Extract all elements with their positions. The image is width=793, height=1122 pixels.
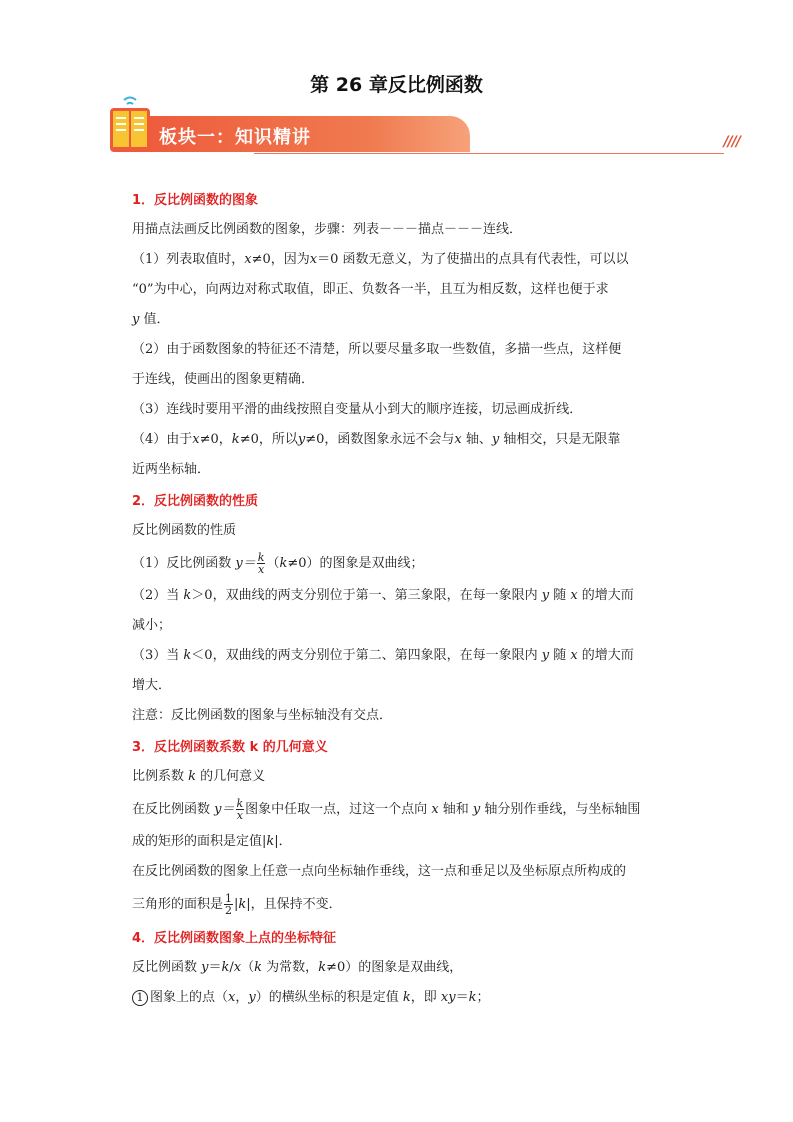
section-heading-1: 1．反比例函数的图象: [132, 193, 259, 208]
fraction-k-over-x: $\frac{k}{x}$: [236, 797, 244, 822]
paragraph: 注意：反比例函数的图象与坐标轴没有交点．: [132, 708, 393, 723]
paragraph: 成的矩形的面积是定值|k|．: [132, 834, 292, 849]
paragraph: 三角形的面积是 $\frac{1}{2}$ |k|，且保持不变．: [132, 892, 342, 917]
paragraph: 反比例函数 y＝k/x（k 为常数，k≠0）的图象是双曲线，: [132, 960, 463, 975]
paragraph: 反比例函数的性质: [132, 523, 237, 538]
fraction-one-half: $\frac{1}{2}$: [225, 892, 233, 917]
paragraph: 1 图象上的点（x，y）的横纵坐标的积是定值 k，即 xy＝k；: [132, 989, 662, 1007]
circled-number: 1: [132, 990, 148, 1006]
paragraph: （1）反比例函数 y＝ $\frac{k}{x}$ （k≠0）的图象是双曲线；: [132, 551, 424, 576]
paragraph: （2）由于函数图象的特征还不清楚，所以要尽量多取一些数值，多描一些点，这样便: [132, 342, 622, 357]
paragraph: 减小；: [132, 618, 172, 633]
page-title: 第 26 章反比例函数: [310, 74, 483, 96]
paragraph: （4）由于x≠0，k≠0，所以y≠0，函数图象永远不会与x 轴、y 轴相交，只是无限靠: [132, 432, 621, 447]
paragraph: 增大．: [132, 678, 172, 693]
paragraph: （3）当 k＜0，双曲线的两支分别位于第二、第四象限，在每一象限内 y 随 x 的增大而: [132, 648, 634, 663]
slash-mark: ////: [723, 134, 740, 150]
book-icon: [108, 96, 152, 154]
paragraph: （1）列表取值时，x≠0，因为x＝0 函数无意义，为了使描出的点具有代表性，可以以: [132, 252, 629, 267]
paragraph: 在反比例函数的图象上任意一点向坐标轴作垂线，这一点和垂足以及坐标原点所构成的: [132, 864, 627, 879]
section-banner: [104, 96, 744, 158]
fraction-k-over-x: $\frac{k}{x}$: [257, 551, 265, 576]
paragraph: （2）当 k＞0，双曲线的两支分别位于第一、第三象限，在每一象限内 y 随 x 的增大而: [132, 588, 634, 603]
paragraph: 在反比例函数 y＝ $\frac{k}{x}$ 图象中任取一点，过这一个点向 x 轴和 y 轴分别作垂线，与坐标轴围: [132, 797, 641, 822]
banner-label: 板块一：知识精讲: [159, 127, 311, 148]
paragraph: “0”为中心，向两边对称式取值，即正、负数各一半，且互为相反数，这样也便于求: [132, 282, 609, 297]
banner-divider: [254, 153, 724, 154]
paragraph: 于连线，使画出的图象更精确．: [132, 372, 315, 387]
paragraph: 用描点法画反比例函数的图象，步骤：列表－－－描点－－－连线．: [132, 222, 523, 237]
paragraph: （3）连线时要用平滑的曲线按照自变量从小到大的顺序连接，切忌画成折线．: [132, 402, 583, 417]
section-heading-4: 4．反比例函数图象上点的坐标特征: [132, 931, 337, 946]
paragraph: y 值．: [132, 312, 170, 327]
paragraph: 比例系数 k 的几何意义: [132, 769, 266, 784]
paragraph: 近两坐标轴．: [132, 462, 211, 477]
document-body: [132, 190, 662, 1019]
section-heading-3: 3．反比例函数系数 k 的几何意义: [132, 740, 328, 755]
section-heading-2: 2．反比例函数的性质: [132, 494, 259, 509]
